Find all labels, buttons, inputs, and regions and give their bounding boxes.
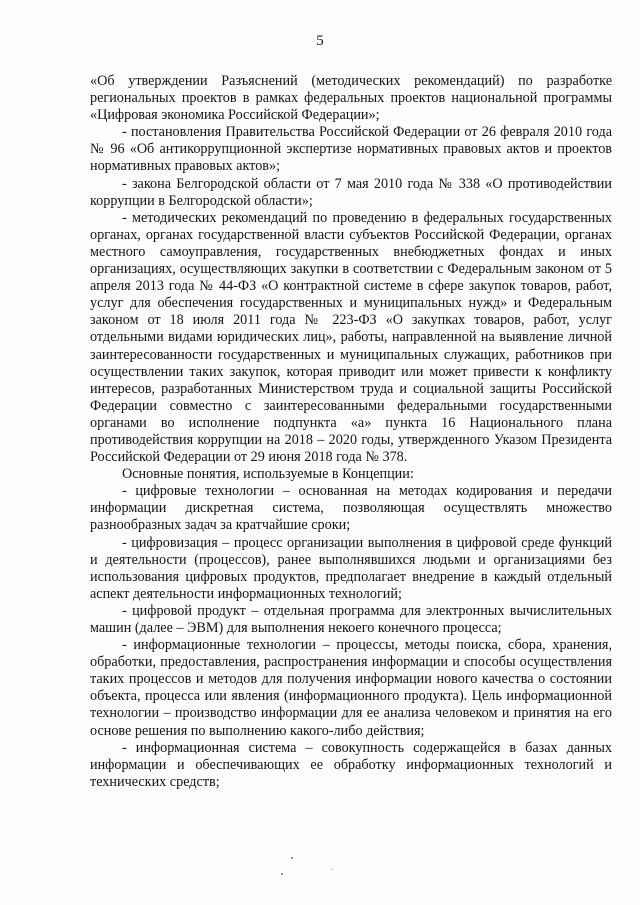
paragraph-regional-projects-clause: «Об утверждении Разъяснений (методических рекомендаций) по разработке региональных проектов в рамках федеральных проектов национальной программы «Цифровая экономика Российской Федерации»; — [90, 73, 612, 124]
scan-speck — [331, 869, 332, 870]
scan-speck — [291, 857, 293, 859]
paragraph-belgorod-law: - закона Белгородской области от 7 мая 2010 года № 338 «О противодействии коррупции в Белгородской области»; — [90, 175, 612, 209]
page-number: 5 — [316, 33, 324, 49]
paragraph-digital-product: - цифровой продукт – отдельная программа для электронных вычислительных машин (далее – ЭВМ) для выполнения некоего конечного процесса; — [90, 602, 612, 636]
scan-speck — [281, 873, 283, 875]
document-body — [90, 73, 612, 791]
paragraph-concepts-heading: Основные понятия, используемые в Концепции: — [122, 466, 414, 483]
paragraph-information-system: - информационная система – совокупность содержащейся в базах данных информации и обеспечивающих ее обработку информационных технологий и технических средств; — [90, 739, 612, 790]
paragraph-digital-technologies: - цифровые технологии – основанная на методах кодирования и передачи информации дискретная система, позволяющая осуществлять множество разнообразных задач за кратчайшие сроки; — [90, 483, 612, 534]
paragraph-government-resolution: - постановления Правительства Российской Федерации от 26 февраля 2010 года № 96 «Об антикоррупционной экспертизе нормативных правовых актов и проектов нормативных правовых актов»; — [90, 124, 612, 175]
paragraph-information-technologies: - информационные технологии – процессы, методы поиска, сбора, хранения, обработки, предоставления, распространения информации и способы осуществления таких процессов и методов для получения информации нового качества о состоянии объекта, процесса или явления (информационного продукта). Цель информационной технологии – производство информации для ее анализа человеком и принятия на его основе решения по выполнению какого-либо действия; — [90, 637, 612, 739]
paragraph-digitalization: - цифровизация – процесс организации выполнения в цифровой среде функций и деятельности (процессов), ранее выполнявшихся людьми и организациями без использования цифровых продуктов, предполагает внедрение в каждый отдельный аспект деятельности информационных технологий; — [90, 534, 612, 602]
paragraph-methodological-recommendations: - методических рекомендаций по проведению в федеральных государственных органах, органах государственной власти субъектов Российской Федерации, органах местного самоуправления, государственных внебюджетных фондах и иных организациях, осуществляющих закупки в соответствии с Федеральным законом от 5 апреля 2013 года № 44-ФЗ «О контрактной системе в сфере закупок товаров, работ, услуг для обеспечения государственных и муниципальных нужд» и Федеральным законом от 18 июля 2011 года № 223-ФЗ «О закупках товаров, работ, услуг отдельными видами юридических лиц», работы, направленной на выявление личной заинтересованности государственных и муниципальных служащих, работников при осуществлении таких закупок, которая приводит или может привести к конфликту интересов, разработанных Министерством труда и социальной защиты Российской Федерации совместно с заинтересованными федеральными государственными органами во исполнение подпункта «а» пункта 16 Национального плана противодействия коррупции на 2018 – 2020 годы, утвержденного Указом Президента Российской Федерации от 29 июня 2018 года № 378. — [90, 209, 612, 466]
